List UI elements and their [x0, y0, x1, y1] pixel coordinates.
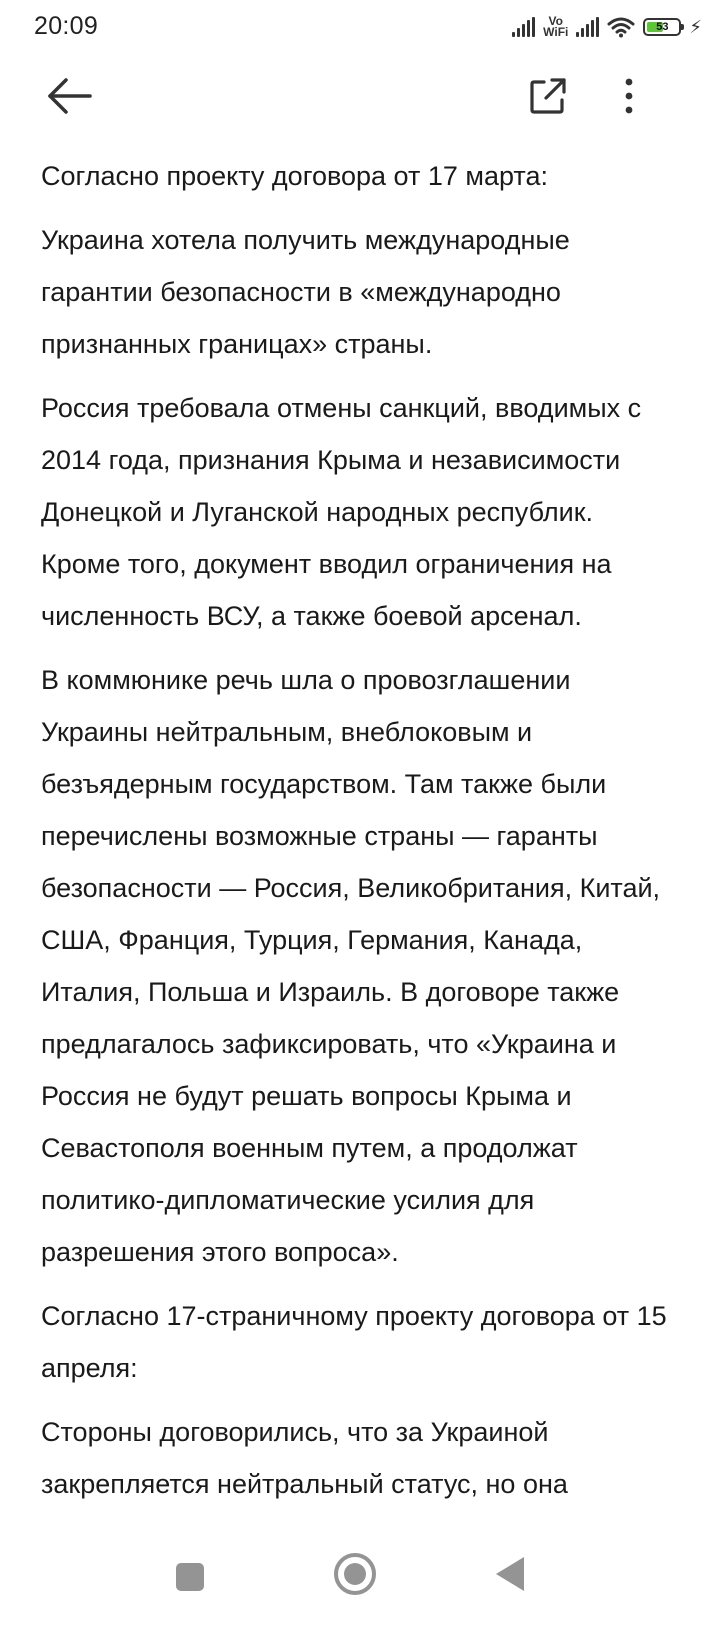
- article-paragraph: Стороны договорились, что за Украиной закрепляется нейтральный статус, но она: [41, 1417, 568, 1499]
- article-paragraph: В коммюнике речь шла о провозглашении Украины нейтральным, внеблоковым и безъядерным государством. Там также были перечислены возможные страны — гаранты безопасности — Россия, Великобритания, Китай, США, Франция, Турция, Германия, Канада, Италия, Польша и Израиль. В договоре также предлагалось зафиксировать, что «Украина и Россия не будут решать вопросы Крыма и Севастополя военным путем, а продолжат политико-дипломатические усилия для разрешения этого вопроса».: [41, 665, 661, 1267]
- arrow-left-icon: [44, 74, 98, 118]
- status-icons: [512, 12, 702, 42]
- vowifi-bottom-label: WiFi: [543, 25, 569, 39]
- more-options-button[interactable]: [614, 72, 644, 120]
- article-body: [41, 150, 671, 1522]
- battery-icon: [643, 18, 681, 36]
- open-external-button[interactable]: [524, 72, 572, 120]
- vowifi-icon: [543, 16, 568, 38]
- cell-signal-icon: [512, 17, 535, 37]
- home-button[interactable]: [334, 1553, 376, 1595]
- recents-button[interactable]: [176, 1563, 204, 1591]
- system-nav-bar: [0, 1545, 720, 1605]
- article-paragraph: Согласно 17-страничному проекту договора от 15 апреля:: [41, 1301, 667, 1383]
- more-vert-icon: [614, 72, 644, 120]
- article-paragraph: Украина хотела получить международные гарантии безопасности в «международно признанных границах» страны.: [41, 225, 570, 359]
- system-back-button[interactable]: [496, 1557, 524, 1591]
- back-button[interactable]: [44, 74, 98, 118]
- charging-bolt-icon: ⚡: [689, 16, 702, 37]
- open-in-new-icon: [524, 72, 572, 120]
- battery-level: 53: [656, 21, 669, 33]
- article-paragraph: Согласно проекту договора от 17 марта:: [41, 161, 548, 191]
- article-paragraph: Россия требовала отмены санкций, вводимых с 2014 года, признания Крыма и независимости Донецкой и Луганской народных республик. Кроме того, документ вводил ограничения на численность ВСУ, а также боевой арсенал.: [41, 393, 642, 631]
- wifi-icon: [607, 16, 635, 38]
- app-bar: [0, 56, 720, 136]
- status-time: 20:09: [34, 12, 99, 40]
- status-bar: [0, 0, 720, 56]
- vowifi-top-label: Vo: [548, 14, 563, 28]
- cell-signal-2-icon: [576, 17, 599, 37]
